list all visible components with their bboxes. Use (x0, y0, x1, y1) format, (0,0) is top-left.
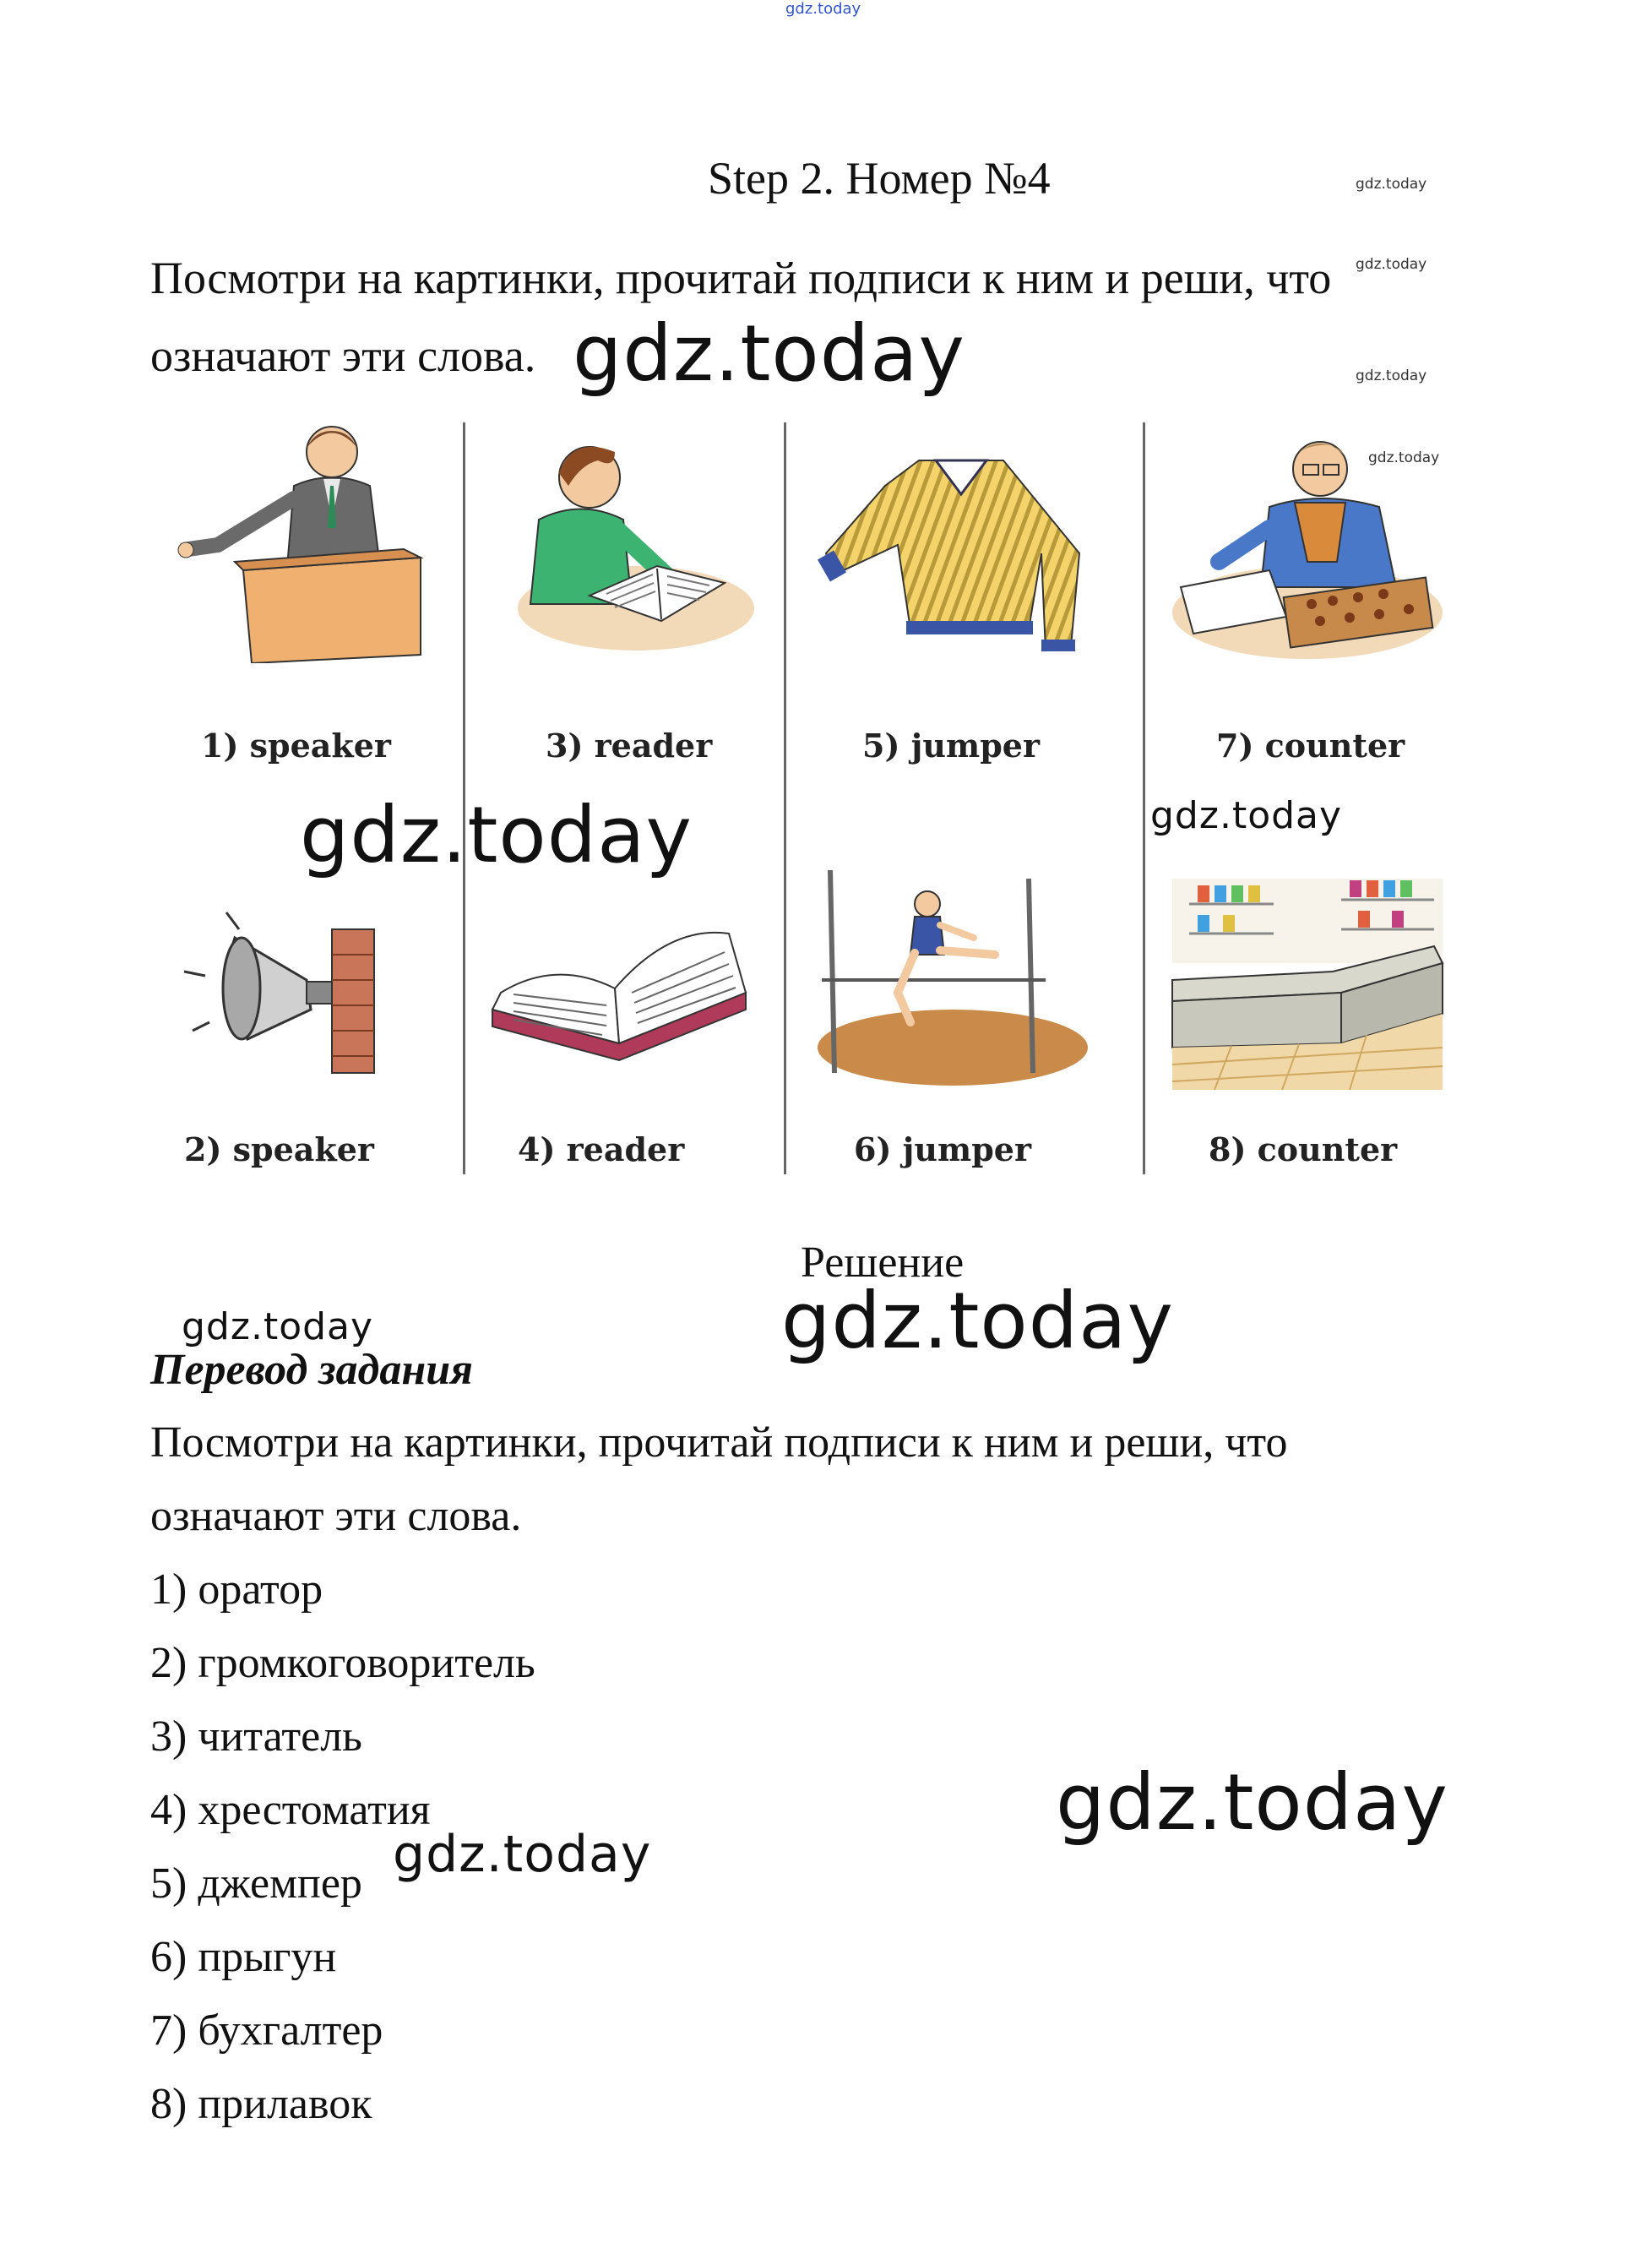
watermark-large: gdz.today (573, 308, 965, 399)
caption-counter-7: 7) counter (1216, 727, 1405, 765)
answer-item: 7) бухгалтер (150, 2006, 383, 2055)
task-text-line1: Посмотри на картинки, прочитай подписи к ним и реши, что (150, 253, 1332, 303)
watermark-medium: gdz.today (182, 1305, 374, 1348)
solution-heading: Решение (801, 1239, 965, 1287)
caption-speaker-2: 2) speaker (184, 1130, 374, 1168)
caption-jumper-6: 6) jumper (854, 1130, 1032, 1168)
solution-text-line1: Посмотри на картинки, прочитай подписи к ним и реши, что (150, 1418, 1288, 1467)
reader-person-illustration (488, 418, 758, 663)
jumper-sweater-illustration (818, 427, 1105, 663)
watermark-small: gdz.today (1356, 176, 1427, 193)
caption-jumper-5: 5) jumper (862, 727, 1041, 765)
answer-item: 3) читатель (150, 1712, 362, 1761)
answer-item: 1) оратор (150, 1565, 323, 1614)
answer-item: 6) прыгун (150, 1933, 337, 1981)
speaker-person-illustration (167, 418, 437, 663)
column-divider (784, 422, 786, 1174)
watermark-medium: gdz.today (1150, 794, 1343, 837)
watermark-medium: gdz.today (393, 1825, 652, 1884)
reader-book-illustration (475, 900, 763, 1086)
caption-counter-8: 8) counter (1209, 1130, 1398, 1168)
answer-item: 4) хрестоматия (150, 1786, 431, 1834)
watermark-small: gdz.today (1356, 256, 1427, 273)
watermark-large: gdz.today (300, 790, 693, 880)
page-title: Step 2. Номер №4 (708, 153, 1051, 204)
watermark-small: gdz.today (1356, 368, 1427, 384)
watermark-small: gdz.today (1368, 449, 1440, 466)
watermark-large: gdz.today (781, 1276, 1174, 1366)
watermark-top: gdz.today (785, 0, 861, 18)
task-text-line2: означают эти слова. (150, 330, 536, 381)
solution-text-line2: означают эти слова. (150, 1492, 522, 1540)
answer-item: 5) джемпер (150, 1859, 362, 1908)
solution-subheading: Перевод задания (150, 1346, 473, 1394)
shop-counter-illustration (1164, 845, 1451, 1098)
caption-speaker-1: 1) speaker (201, 727, 391, 765)
caption-reader-4: 4) reader (518, 1130, 685, 1168)
watermark-large: gdz.today (1056, 1757, 1448, 1848)
answer-item: 2) громкоговоритель (150, 1639, 535, 1687)
loudspeaker-illustration (167, 904, 421, 1081)
column-divider (1143, 422, 1145, 1174)
caption-reader-3: 3) reader (546, 727, 713, 765)
high-jumper-illustration (805, 862, 1092, 1098)
answer-item: 8) прилавок (150, 2080, 372, 2128)
